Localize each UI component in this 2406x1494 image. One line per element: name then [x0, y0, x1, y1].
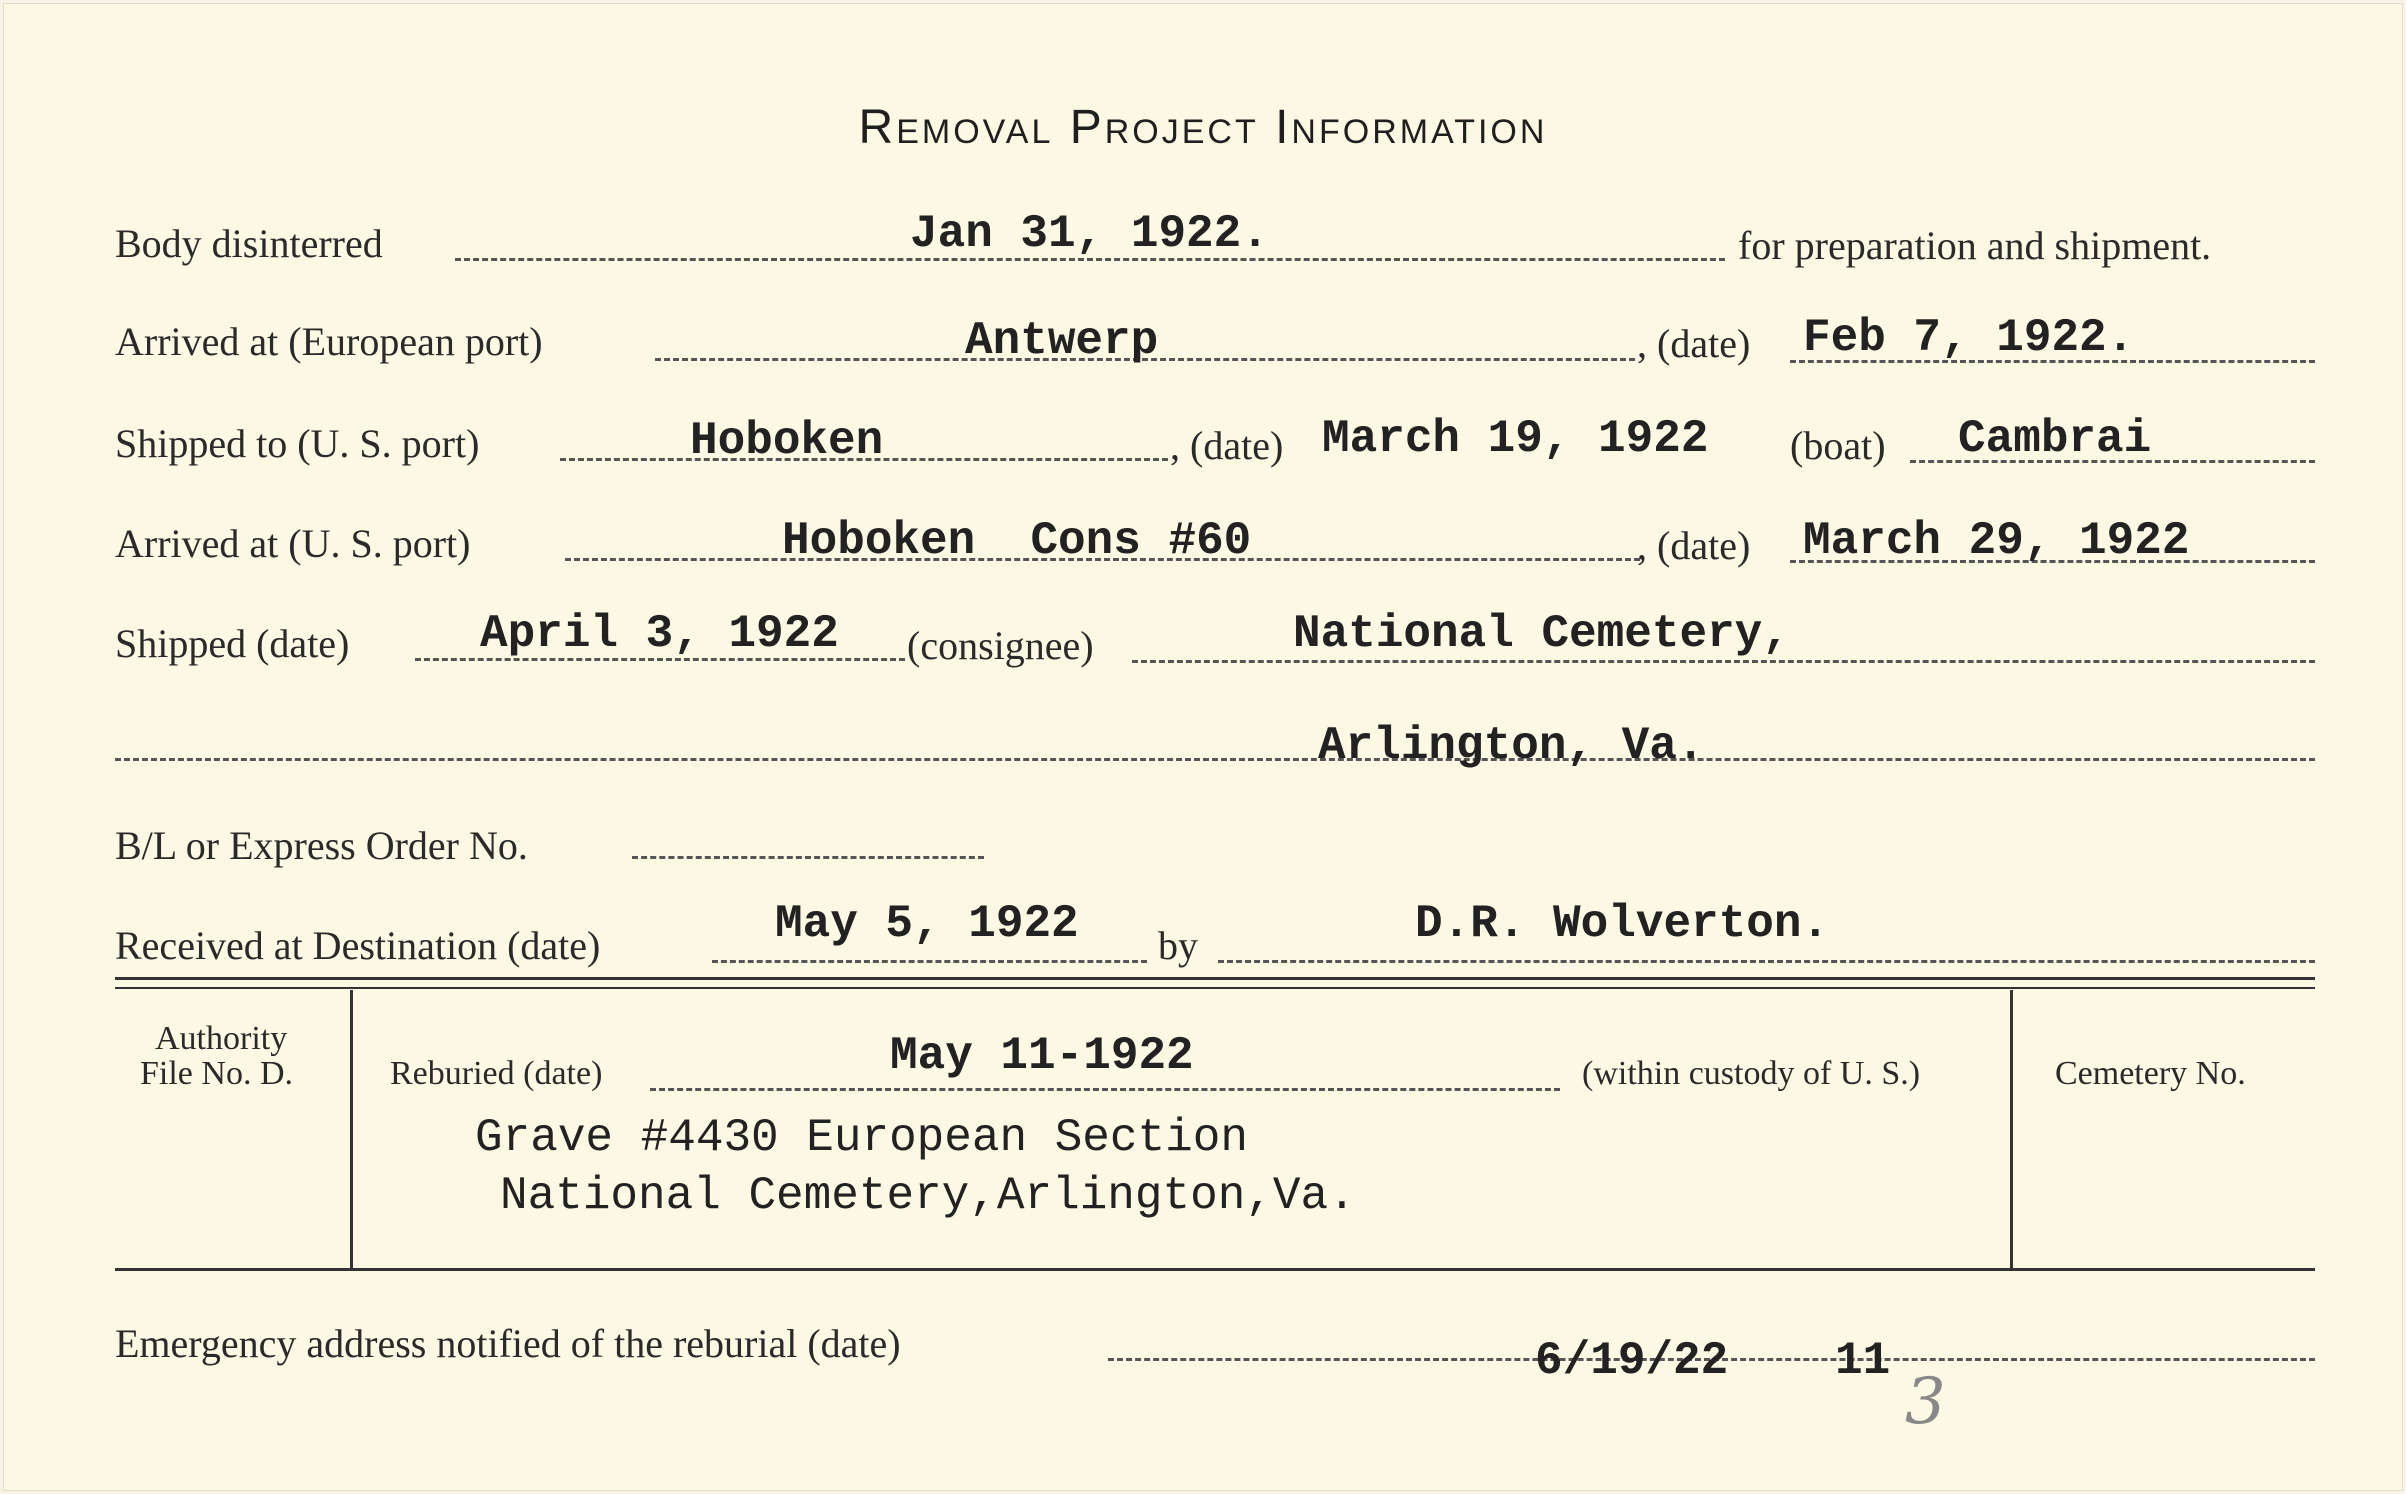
consignee-label: (consignee) [907, 623, 1094, 668]
shipped-to-port: Hoboken [690, 415, 884, 467]
page-title: Removal Project Information [858, 101, 1548, 154]
cemetery-no-label: Cemetery No. [2055, 1055, 2246, 1092]
emergency-initials: 11 [1835, 1335, 1891, 1387]
european-port-date: Feb 7, 1922. [1803, 312, 2135, 364]
consignee-line [1132, 660, 2315, 663]
consignee-line-2 [115, 758, 2315, 761]
arrived-us-date: March 29, 1922 [1803, 515, 2190, 567]
consignee-value-line-2: Arlington, Va. [1318, 720, 1705, 772]
european-port-date-label: , (date) [1637, 321, 1751, 366]
authority-label: Authority [155, 1020, 288, 1057]
grave-line-1: Grave #4430 European Section [475, 1112, 1248, 1164]
emergency-label: Emergency address notified of the reburial (date) [115, 1321, 901, 1366]
bl-line [632, 856, 984, 859]
received-label: Received at Destination (date) [115, 923, 601, 968]
box-right-divider [2010, 990, 2013, 1270]
shipped-to-date: March 19, 1922 [1322, 413, 1709, 465]
reburied-line [650, 1088, 1560, 1091]
arrived-us-label: Arrived at (U. S. port) [115, 521, 471, 566]
reburied-date: May 11-1922 [890, 1030, 1194, 1082]
disinterred-label: Body disinterred [115, 221, 383, 266]
disinterred-date: Jan 31, 1922. [910, 208, 1269, 260]
box-top-rule [115, 977, 2315, 980]
box-bottom-rule [115, 1268, 2315, 1271]
custody-label: (within custody of U. S.) [1582, 1055, 1921, 1092]
boat-name: Cambrai [1958, 413, 2152, 465]
emergency-date: 6/19/22 [1535, 1335, 1729, 1387]
box-left-divider [350, 990, 353, 1270]
european-port-label: Arrived at (European port) [115, 319, 543, 364]
received-by-name: D.R. Wolverton. [1415, 898, 1830, 950]
arrived-us-date-label: , (date) [1637, 523, 1751, 568]
shipped-date-label: Shipped (date) [115, 621, 350, 666]
box-top-rule-2 [115, 987, 2315, 989]
received-date-line [712, 960, 1147, 963]
authority-file-label: File No. D. [140, 1055, 293, 1092]
disinterred-suffix: for preparation and shipment. [1738, 223, 2212, 268]
european-port-value: Antwerp [965, 315, 1159, 367]
consignee-value: National Cemetery, [1293, 608, 1790, 660]
boat-label: (boat) [1790, 423, 1886, 468]
received-date: May 5, 1922 [775, 898, 1079, 950]
received-by-label: by [1158, 923, 1198, 968]
reburied-label: Reburied (date) [390, 1055, 603, 1092]
arrived-us-value: Hoboken Cons #60 [782, 515, 1252, 567]
bl-label: B/L or Express Order No. [115, 823, 528, 868]
received-by-line [1218, 960, 2315, 963]
grave-line-2: National Cemetery,Arlington,Va. [500, 1170, 1356, 1222]
shipped-to-label: Shipped to (U. S. port) [115, 421, 480, 466]
handwritten-mark: 3 [1905, 1365, 1946, 1439]
shipped-to-date-label: , (date) [1170, 423, 1284, 468]
shipped-date: April 3, 1922 [480, 608, 839, 660]
